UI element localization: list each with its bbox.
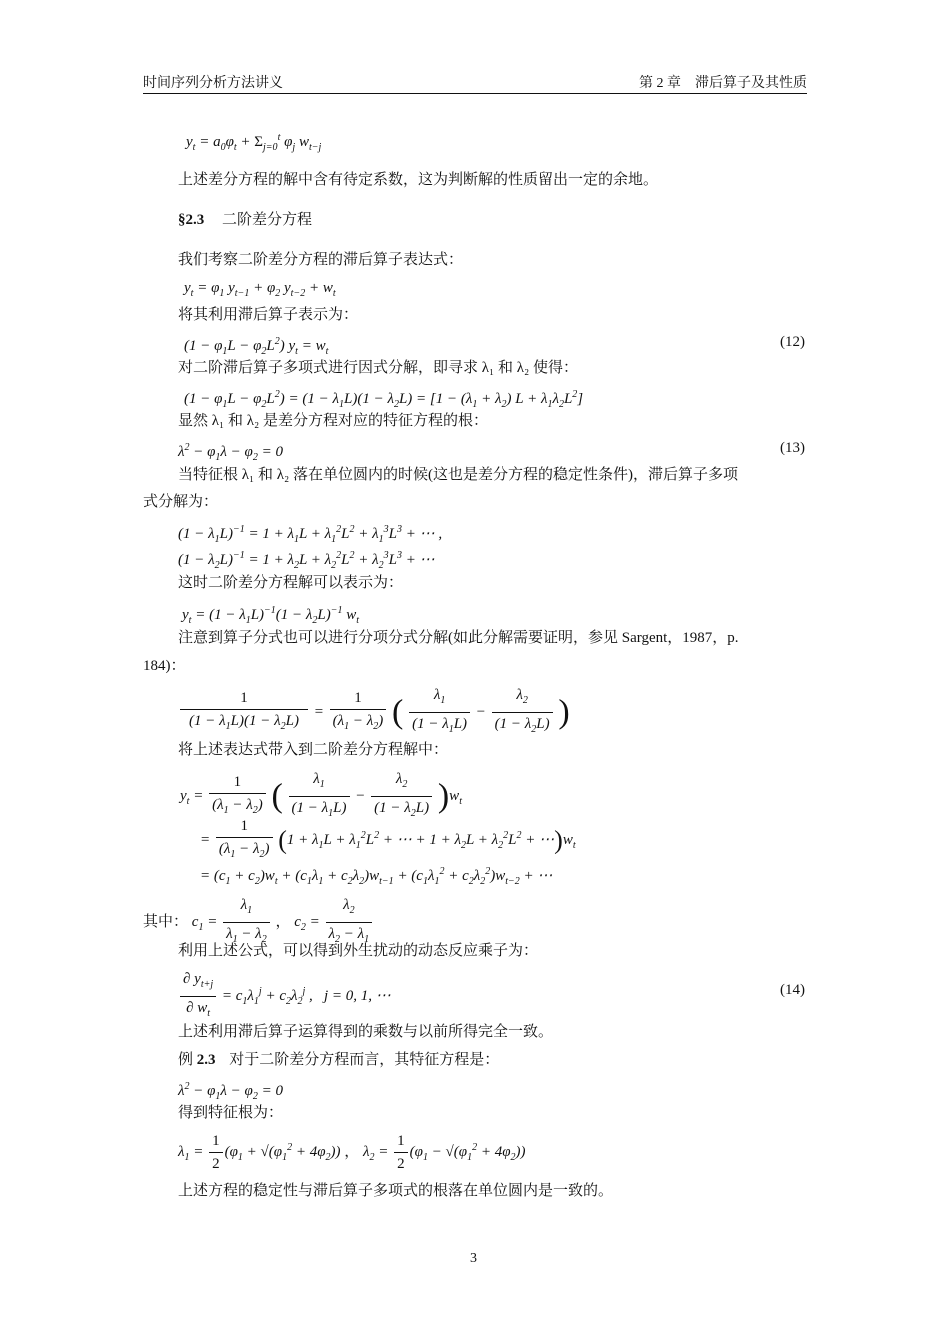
paragraph-solution: 这时二阶差分方程解可以表示为：	[178, 575, 404, 591]
section-heading	[178, 210, 312, 230]
example-label: 例	[178, 1052, 194, 1068]
paragraph-stability-a: 当特征根 λ₁ 和 λ₂ 落在单位圆内的时候(这也是差分方程的稳定性条件)，滞后算子多项	[178, 467, 738, 483]
paragraph-consistent: 上述利用滞后算子运算得到的乘数与以前所得完全一致。	[178, 1024, 554, 1040]
example-heading	[178, 1050, 499, 1070]
equation-inverse-2: $(1 - \lambda_2L)^{-1} = 1 + \lambda_2L + \lambda_2^2L^2 + \lambda_2^3L^3$ + ⋯	[178, 550, 435, 571]
paragraph-undetermined-coefficients: 上述差分方程的解中含有待定系数，这为判断解的性质留出一定的余地。	[178, 172, 659, 188]
where-label: 其中：	[143, 913, 189, 930]
equation-roots: $\lambda_1$ = $\frac{1}{2}$ $(\varphi_1 + √(\varphi_1^2 + 4\varphi_2))$ ， $\lambda_2$ = $\frac{1}{2}$ $(\varphi_1 - √(\varphi_1^2 + 4\varphi_2))$	[178, 1133, 526, 1173]
section-number: §2.3	[178, 212, 205, 228]
example-number: 2.3	[196, 1052, 216, 1068]
paragraph-substitute: 将上述表达式带入到二阶差分方程解中：	[178, 742, 449, 758]
paragraph-roots: 显然 λ₁ 和 λ₂ 是差分方程对应的特征方程的根：	[178, 413, 489, 429]
equation-characteristic: $\lambda^2 - \varphi_1\lambda - \varphi_2 = 0$	[178, 1081, 283, 1102]
page-number: 3	[470, 1251, 477, 1266]
equation-inverse-1: $(1 - \lambda_1L)^{-1} = 1 + \lambda_1L + \lambda_1^2L^2 + \lambda_1^3L^3$ + ⋯ ,	[178, 524, 443, 545]
paragraph-lag-form: 将其利用滞后算子表示为：	[178, 307, 359, 323]
equation-second-order: $y_t = \varphi_1$ $y_{t-1} + \varphi_2$ $y_{t-2} + w_t$	[184, 280, 336, 299]
equation-expansion-1: $y_t$ = $\frac{1}{(\lambda_1 - \lambda_2)}$ ( $\frac{\lambda_1}{(1 - \lambda_1L)}$ − $\frac{\lambda_2}{(1 - \lambda_2L)}$ )$w_t$	[180, 771, 462, 819]
equation-number-13: (13)	[780, 440, 805, 456]
equation-general-solution: $y_t = a_0\varphi_t + \Sigma_{j=0}^t$ $\varphi_j$ $w_{t-j}$	[186, 132, 322, 153]
paragraph-partial-fraction-a: 注意到算子分式也可以进行分项分式分解(如此分解需要证明，参见 Sargent，1987，p.	[178, 630, 739, 646]
paragraph-stability-conclusion: 上述方程的稳定性与滞后算子多项式的根落在单位圆内是一致的。	[178, 1183, 614, 1199]
equation-14: $\frac{\partial y_{t+j}}{\partial w_t}$ = $c_1\lambda_1^j + c_2\lambda_2^j$ , j = 0, 1, ⋯	[178, 970, 391, 1023]
paragraph-roots-result: 得到特征根为：	[178, 1105, 284, 1121]
coefficients-definition: 其中： $c_1$ = $\frac{\lambda_1}{\lambda_1 - \lambda_2}$ ， $c_2$ = $\frac{\lambda_2}{\lambda_2 - \lambda_1}$	[143, 896, 374, 949]
header-rule	[143, 93, 807, 94]
running-header-title: 时间序列分析方法讲义	[143, 76, 283, 91]
paragraph-stability-b: 式分解为：	[143, 494, 219, 510]
equation-expansion-3: = $(c_1 + c_2)w_t + (c_1\lambda_1 + c_2\lambda_2)w_{t-1} + (c_1\lambda_1^2 + c_2\lambda_2^2)w_{t-2}$ + ⋯	[200, 866, 553, 887]
equation-partial-fraction: $\frac{1}{(1 - \lambda_1L)(1 - \lambda_2L)}$ = $\frac{1}{(\lambda_1 - \lambda_2)}$ ( $\frac{\lambda_1}{(1 - \lambda_1L)}$ − $\frac{\lambda_2}{(1 - \lambda_2L)}$ )	[178, 686, 570, 739]
equation-expansion-2: = $\frac{1}{(\lambda_1 - \lambda_2)}$ ($1 + \lambda_1L + \lambda_1^2L^2$ + ⋯ + $1 + \lambda_2L + \lambda_2^2L^2$ + $\cdots)w_t$	[200, 818, 576, 861]
equation-factorization: $(1 - \varphi_1L - \varphi_2L^2) = (1 - \lambda_1L)(1 - \lambda_2L) = [1 - (\lambda_1 + \lambda_2)$ $L + \lambda_1\lambda_2L^2$]	[184, 389, 584, 410]
paragraph-partial-fraction-b: 184)：	[143, 658, 186, 674]
paragraph-multiplier: 利用上述公式，可以得到外生扰动的动态反应乘子为：	[178, 943, 539, 959]
equation-number-14: (14)	[780, 982, 805, 998]
equation-12: $(1 - \varphi_1L - \varphi_2L^2)$ $y_t = w_t$	[184, 336, 329, 357]
paragraph-factorize: 对二阶滞后算子多项式进行因式分解，即寻求 λ₁ 和 λ₂ 使得：	[178, 360, 579, 376]
equation-13: $\lambda^2 - \varphi_1\lambda - \varphi_2 = 0$	[178, 442, 283, 463]
section-title: 二阶差分方程	[222, 212, 313, 228]
running-header-chapter: 第 2 章 滞后算子及其性质	[639, 76, 807, 91]
equation-number-12: (12)	[780, 334, 805, 350]
equation-solution: $y_t = (1 - \lambda_1L)^{-1}(1 - \lambda_2L)^{-1}$ $w_t$	[182, 605, 360, 626]
example-text: 对于二阶差分方程而言，其特征方程是：	[229, 1052, 500, 1068]
paragraph-intro: 我们考察二阶差分方程的滞后算子表达式：	[178, 252, 464, 268]
